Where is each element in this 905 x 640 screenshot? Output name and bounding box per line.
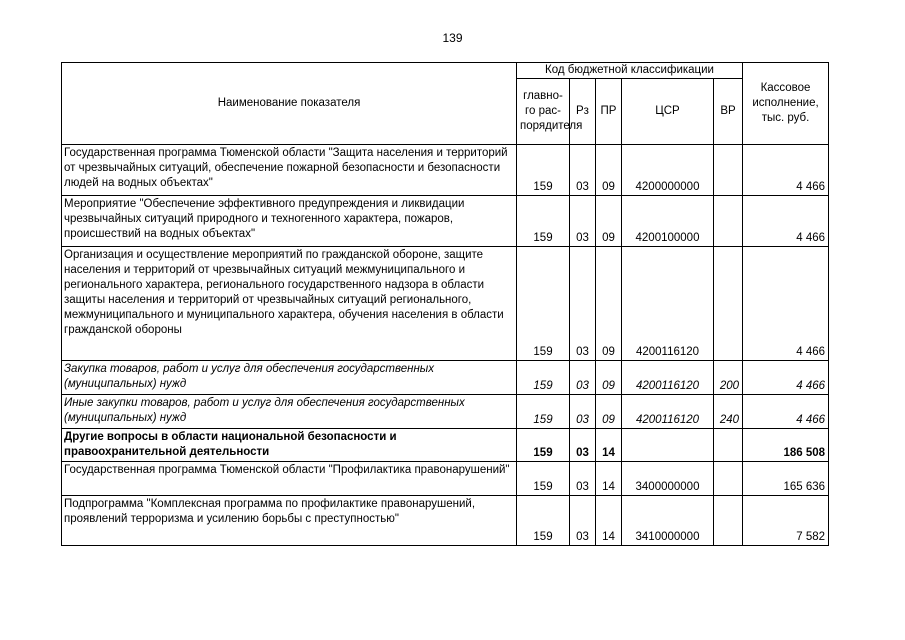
row-glava: 159 <box>517 361 570 395</box>
header-rz: Рз <box>570 79 596 145</box>
table-row <box>62 429 829 462</box>
table-row <box>62 196 829 247</box>
row-csr: 4200116120 <box>622 247 714 361</box>
row-csr: 4200116120 <box>622 361 714 395</box>
row-name: Закупка товаров, работ и услуг для обеспечения государственных (муниципальных) нужд <box>62 361 517 395</box>
row-name: Подпрограмма "Комплексная программа по профилактике правонарушений, проявлений терроризма и усилению борьбы с преступностью" <box>62 496 517 546</box>
row-amount: 165 636 <box>743 462 829 496</box>
budget-table <box>61 62 829 546</box>
row-name: Мероприятие "Обеспечение эффективного предупреждения и ликвидации чрезвычайных ситуаций природного и техногенного характера, пожаров, происшествий на водных объектах" <box>62 196 517 247</box>
row-rz: 03 <box>570 462 596 496</box>
row-glava: 159 <box>517 462 570 496</box>
row-rz: 03 <box>570 496 596 546</box>
header-code-group: Код бюджетной классификации <box>517 63 743 79</box>
row-glava: 159 <box>517 496 570 546</box>
table-row <box>62 496 829 546</box>
row-pr: 14 <box>596 429 622 462</box>
row-amount: 186 508 <box>743 429 829 462</box>
table-row <box>62 361 829 395</box>
header-csr: ЦСР <box>622 79 714 145</box>
row-csr: 4200116120 <box>622 395 714 429</box>
row-amount: 4 466 <box>743 247 829 361</box>
row-glava: 159 <box>517 247 570 361</box>
row-name: Другие вопросы в области национальной безопасности и правоохранительной деятельности <box>62 429 517 462</box>
page-number: 139 <box>442 31 463 45</box>
row-amount: 4 466 <box>743 145 829 196</box>
row-pr: 09 <box>596 361 622 395</box>
row-name: Государственная программа Тюменской области "Профилактика правонарушений" <box>62 462 517 496</box>
row-name: Государственная программа Тюменской области "Защита населения и территорий от чрезвычайных ситуаций, обеспечение пожарной безопасности и безопасности людей на водных объектах" <box>62 145 517 196</box>
table-row <box>62 247 829 361</box>
row-glava: 159 <box>517 395 570 429</box>
row-pr: 14 <box>596 462 622 496</box>
header-pr: ПР <box>596 79 622 145</box>
header-name: Наименование показателя <box>62 63 517 145</box>
row-pr: 09 <box>596 145 622 196</box>
row-glava: 159 <box>517 145 570 196</box>
row-rz: 03 <box>570 145 596 196</box>
row-vr <box>714 496 743 546</box>
row-rz: 03 <box>570 429 596 462</box>
row-csr: 3410000000 <box>622 496 714 546</box>
row-vr <box>714 429 743 462</box>
row-vr <box>714 462 743 496</box>
header-glava: главно-го рас-порядителя <box>517 79 570 145</box>
header-amount: Кассовое исполнение, тыс. руб. <box>743 63 829 145</box>
row-glava: 159 <box>517 429 570 462</box>
row-vr <box>714 247 743 361</box>
row-pr: 09 <box>596 247 622 361</box>
row-vr: 240 <box>714 395 743 429</box>
row-amount: 4 466 <box>743 395 829 429</box>
row-amount: 7 582 <box>743 496 829 546</box>
row-csr: 4200100000 <box>622 196 714 247</box>
row-pr: 09 <box>596 395 622 429</box>
table-row <box>62 395 829 429</box>
row-pr: 09 <box>596 196 622 247</box>
row-amount: 4 466 <box>743 196 829 247</box>
table-row <box>62 145 829 196</box>
row-glava: 159 <box>517 196 570 247</box>
row-csr: 4200000000 <box>622 145 714 196</box>
row-vr: 200 <box>714 361 743 395</box>
row-name: Организация и осуществление мероприятий по гражданской обороне, защите населения и территорий от чрезвычайных ситуаций межмуниципального и регионального характера, регионального государственного надзора в области защиты населения и территорий от чрезвычайных ситуаций регионального, межмуниципального и муниципального характера, обучения населения в области гражданской обороны <box>62 247 517 361</box>
row-csr <box>622 429 714 462</box>
row-rz: 03 <box>570 395 596 429</box>
header-vr: ВР <box>714 79 743 145</box>
row-csr: 3400000000 <box>622 462 714 496</box>
row-name: Иные закупки товаров, работ и услуг для обеспечения государственных (муниципальных) нужд <box>62 395 517 429</box>
row-pr: 14 <box>596 496 622 546</box>
row-rz: 03 <box>570 196 596 247</box>
row-rz: 03 <box>570 247 596 361</box>
row-rz: 03 <box>570 361 596 395</box>
row-vr <box>714 145 743 196</box>
table-row <box>62 462 829 496</box>
row-vr <box>714 196 743 247</box>
row-amount: 4 466 <box>743 361 829 395</box>
